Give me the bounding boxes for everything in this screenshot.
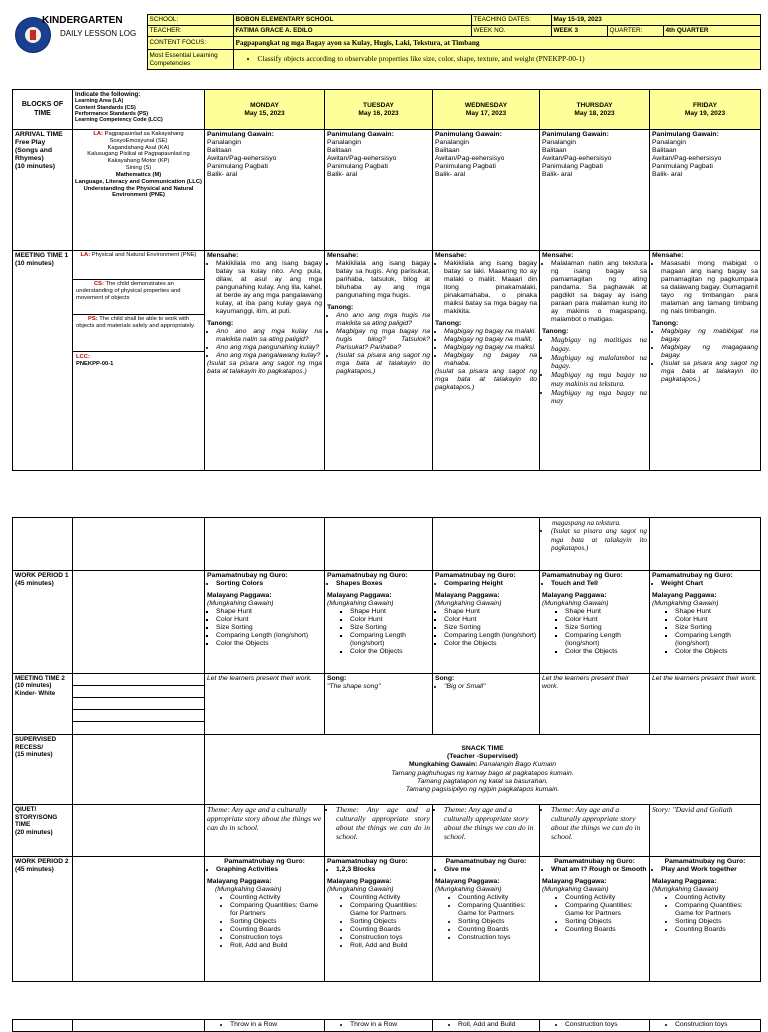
w2-tue-item1: • Counting Activity [350,894,430,902]
arrival-fri-title: Panimulang Gawain: [652,131,719,138]
w2-mon-item1: • Counting Activity [230,894,322,902]
m1-fri-mensahe: Mensahe: [652,252,684,259]
m2-friday: Let the learners present their work. [650,674,761,735]
w1-tue-guro: Pamamatnubay ng Guro: [327,572,408,579]
w1-tue-activity: • Shapes Boxes [336,580,430,588]
m2-wed-song: • "Big or Small" [444,683,537,691]
arrival-tue-2: Balitaan [327,147,352,155]
w1-thu-item2: ▪ Color Hunt [565,616,647,624]
meeting1-ps-label: PS: [88,316,98,322]
meeting1-cs-value: The child demonstrates an understanding of physical properties and movement of objects [76,281,181,301]
m1-thu-msg: • Malalaman natin ang tekstura ng isang bagay sa pamamagitan ng ating pandama. Sa paghawak at pagdikit sa bagay ay isang paraan para malaman kung ito ay makinis o magaspang, malambot o matigas. [551,260,647,324]
m1-fri-tanong: Tanong: [652,320,679,328]
content-focus-label: CONTENT FOCUS: [147,37,233,50]
w2-fri-item4: • Counting Boards [675,926,758,934]
meeting1-block-time: (10 minutes) [15,259,54,267]
m1-thu-q1: • Magbigay ng matitigas na bagay. [551,336,647,353]
quiet-block-title: QIUET/ STORY/SONG TIME [15,806,58,829]
w1-wed-malayang: Malayang Paggawa: [435,592,500,600]
arrival-wed-4: Panimulang Pagbati [435,163,496,171]
indicate-cs: Content Standards (CS) [75,104,136,111]
arrival-friday [650,130,761,251]
w1-tue-mungkahing: (Mungkahing Gawain) [327,600,394,608]
m2-monday: Let the learners present their work. [205,674,325,735]
m1-mon-msg: • Makikilala mo ang isang bagay batay sa kulay nito. Ang pula, dilaw, at asul ay ang mga pangunahing kulay. Ang lila, kahel, at berde ay ang mga pangalawang kulay, at iba pang kulay gaya ng kayumanggi, itim, at puti. [216,260,322,316]
arrival-mon-4: Panimulang Pagbati [207,163,268,171]
w1-fri-item1: ▪ Shape Hunt [675,608,758,616]
arrival-thu-4: Panimulang Pagbati [542,163,603,171]
arrival-mon-5: Balik- aral [207,171,238,179]
w2-fri-activity: • Play and Work together [661,866,758,874]
recess-block-time: (15 minutes) [15,751,53,759]
w1-fri-malayang: Malayang Paggawa: [652,592,717,600]
m1-wed-note: (Isulat sa pisara ang sagot ng mga bata at talakayin ito pagkatapos.) [435,368,537,392]
m1-fri-msg: • Masasabi mong mabigat o magaan ang isang bagay sa pamamagitan ng pagkumpara sa dalawang bagay. Gumagamit tayo ng timbangan para malaman ang tamang timbang ng nais timbangin. [661,260,758,316]
w1-mon-item2: ▪ Color Hunt [216,616,322,624]
w1-tue-malayang: Malayang Paggawa: [327,592,392,600]
w2-tue-activity: • 1,2,3 Blocks [336,866,430,874]
w2-wed-item5: • Construction toys [458,934,537,942]
w1-fri-item3: ▪ Size Sorting [675,624,758,632]
arrival-thu-title: Panimulang Gawain: [542,131,609,138]
w1-tue-item2: ▪ Color Hunt [350,616,430,624]
work2-block-title: WORK PERIOD 2 [15,858,69,865]
arrival-fri-4: Panimulang Pagbati [652,163,713,171]
page-2 [12,517,760,982]
w2-wed-guro: Pamamatnubay ng Guro: [445,858,527,865]
page-1 [12,14,760,474]
w2-mon-item5: • Construction toys [230,934,322,942]
p3-thu: • Construction toys [565,1021,647,1029]
teacher-label: TEACHER: [147,26,233,37]
w2-tue-guro: Pamamatnubay ng Guro: [327,858,408,865]
arrival-wed-2: Balitaan [435,147,460,155]
w2-mon-malayang: Malayang Paggawa: [207,878,272,886]
school-value: BOBON ELEMENTARY SCHOOL [233,15,471,26]
teaching-dates-value: May 15-19, 2023 [551,15,760,26]
melc-label: Most Essential Learning Competencies [147,50,233,70]
m1-thu-mensahe: Mensahe: [542,252,574,259]
w2-wed-item2: • Comparing Quantities: Game for Partners [458,902,537,918]
lesson-table-page3 [12,1019,761,1032]
m2-tue-song-label: Song: [327,675,347,682]
w2-fri-item1: • Counting Activity [675,894,758,902]
w1-thu-mungkahing: (Mungkahing Gawain) [542,600,609,608]
arrival-la-2: Kagandahang Asal (KA) [107,144,170,151]
arrival-monday [205,130,325,251]
arrival-wed-3: Awitan/Pag-eehersisyo [435,155,505,163]
w2-tue-item2: • Comparing Quantities: Game for Partners [350,902,430,918]
melc-value: • Classify objects according to observable properties like size, color, shape, texture, and weight (PNEKPP-00-1) [258,55,758,64]
meeting2-block-class: Kinder- White [15,689,56,697]
teacher-value: FATIMA GRACE A. EDILO [233,26,471,37]
w2-mon-item2: • Comparing Quantities: Game for Partners [230,902,322,918]
quarter-label: QUARTER: [607,26,663,37]
meeting1-block-title: MEETING TIME 1 [15,252,69,259]
m2-thursday: Let the learners present their work. [540,674,650,735]
w2-mon-guro: Pamamatnubay ng Guro: [224,858,305,865]
date-thursday: May 18, 2023 [574,109,615,117]
arrival-tue-4: Panimulang Pagbati [327,163,388,171]
w1-wed-guro: Pamamatnubay ng Guro: [435,572,516,579]
snack-title: SNACK TIME [461,745,504,753]
arrival-la-5: Mathematics (M) [115,171,162,178]
lesson-table-page2 [12,517,761,982]
p3-tue: • Throw in a Row [350,1021,430,1029]
w2-thu-malayang: Malayang Paggawa: [542,878,607,886]
p3-fri: • Construction toys [675,1021,758,1029]
m1-fri-q1: • Magbigay ng mabibigat na bagay. [661,328,758,344]
meeting1-lcc-label: LCC: [76,354,90,360]
quiet-tuesday: • Theme: Any age and a culturally appropriate story about the things we can do in school. [336,806,430,842]
w1-mon-item4: ▪ Comparing Length (long/short) [216,632,322,640]
arrival-la-7: Understanding the Physical and Natural Environment (PNE) [83,185,194,199]
m1-wed-q1: • Magbigay ng bagay na malaki. [444,328,537,336]
w1-tue-item4: ▪ Comparing Length (long/short) [350,632,430,648]
w2-wed-item1: • Counting Activity [458,894,537,902]
blocks-of-time-header: BLOCKS OF TIME [13,90,73,130]
w2-tue-item6: • Roll, Add and Build [350,942,430,950]
meeting1-la-label: LA: [80,252,91,258]
page-3 [12,1019,760,1028]
w1-fri-item4: ▪ Comparing Length (long/short) [675,632,758,648]
work2-block-time: (45 minutes) [15,865,54,873]
school-label: SCHOOL: [147,15,233,26]
w2-thu-item1: • Counting Activity [565,894,647,902]
w1-tue-item3: ▪ Size Sorting [350,624,430,632]
arrival-thu-5: Balik- aral [542,171,573,179]
w2-tue-item3: • Sorting Objects [350,918,430,926]
m1-fri-q3: • (Isulat sa pisara ang sagot ng mga bata at talakayin ito pagkatapos.) [661,360,758,384]
thu-cont-1: magaspang na tekstura. [552,519,621,527]
m1-thu-q4: • Magbigay ng mga bagay na may [551,389,647,406]
quiet-monday: Theme: Any age and a culturally appropriate story about the things we can do in school. [205,805,325,857]
arrival-la-label: LA: [93,131,104,137]
m1-wed-tanong: Tanong: [435,320,462,328]
w1-thu-item4: ▪ Comparing Length (long/short) [565,632,647,648]
arrival-wednesday [433,130,540,251]
arrival-tue-1: Panalangin [327,139,362,147]
w2-thu-item2: • Comparing Quantities: Game for Partners [565,902,647,918]
quiet-thursday: • Theme: Any age and a culturally appropriate story about the things we can do in school. [551,806,647,842]
date-monday: May 15, 2023 [244,109,285,117]
snack-mungkahing-label: Mungkahing Gawain: [409,761,478,769]
w1-wed-item1: ▪ Shape Hunt [444,608,537,616]
date-friday: May 19, 2023 [684,109,726,117]
m1-tue-q3: • (Isulat sa pisara ang sagot ng mga bata at talakayin ito pagkatapos.) [336,352,430,376]
arrival-tue-5: Balik- aral [327,171,358,179]
w2-wed-activity: • Give me [444,866,537,874]
meeting1-ps-value: The child shall be able to work with objects and materials safely and appropriately. [76,316,196,329]
p3-wed: • Roll, Add and Build [458,1021,537,1029]
work1-block-time: (45 minutes) [15,579,54,587]
arrival-block-time: (10 minutes) [15,163,56,171]
m1-tue-q2: • Magbigay ng mga bagay na hugis bilog? Tatsulok? Parisukat? Parihaba? [336,328,430,352]
arrival-wed-5: Balik- aral [435,171,466,179]
arrival-block-title: ARRIVAL TIME [15,131,63,138]
arrival-la-1: Pagpapaunlad sa Kakayahang SosyoEmosyunal (SE) [104,131,184,144]
date-wednesday: May 17, 2023 [465,109,507,117]
w2-tue-item4: • Counting Boards [350,926,430,934]
w2-mon-item4: • Counting Boards [230,926,322,934]
m1-tue-q1: • Ano ano ang mga hugis na makikita sa ating paligid? [336,312,430,328]
w2-fri-mungkahing: (Mungkahing Gawain) [652,886,719,894]
m1-wed-msg: • Makikilala ang isang bagay batay sa laki. Maaaring ito ay malaki o maliit. Maaari din itong pinakamalaki, pinakamahaba, o pinaka maiksi batay sa mga bagay na makikita. [444,260,537,316]
meeting2-block-title: MEETING TIME 2 [15,675,65,682]
w1-mon-guro: Pamamatnubay ng Guro: [207,572,288,579]
w1-wed-activity: • Comparing Height [444,580,537,588]
arrival-fri-3: Awitan/Pag-eehersisyo [652,155,722,163]
quarter-value: 4th QUARTER [663,26,760,37]
w2-wed-mungkahing: (Mungkahing Gawain) [435,886,502,894]
arrival-mon-title: Panimulang Gawain: [207,131,274,138]
arrival-mon-2: Balitaan [207,147,232,155]
w1-mon-mungkahing: (Mungkahing Gawain) [207,600,274,608]
w1-thu-malayang: Malayang Paggawa: [542,592,607,600]
day-monday: MONDAY [250,101,279,109]
w1-thu-item3: ▪ Size Sorting [565,624,647,632]
arrival-thu-2: Balitaan [542,147,567,155]
day-wednesday: WEDNESDAY [464,101,508,109]
w1-fri-guro: Pamamatnubay ng Guro: [652,572,733,579]
w2-thu-activity: • What am I? Rough or Smooth [551,866,647,874]
w1-thu-item5: ▪ Color the Objects [565,648,647,656]
p3-mon: • Throw in a Row [230,1021,322,1029]
w1-mon-item1: ▪ Shape Hunt [216,608,322,616]
day-tuesday: TUESDAY [363,101,394,109]
w2-fri-guro: Pamamatnubay ng Guro: [664,858,746,865]
w2-tue-malayang: Malayang Paggawa: [327,878,392,886]
content-focus-value: Pagpapangkat ng mga Bagay ayon sa Kulay, Hugis, Laki, Tekstura, at Timbang [233,37,760,50]
indicate-title: Indicate the following: [75,91,141,98]
w2-tue-item5: • Construction toys [350,934,430,942]
m1-wed-mensahe: Mensahe: [435,252,467,259]
arrival-mon-1: Panalangin [207,139,242,147]
w1-tue-item1: ▪ Shape Hunt [350,608,430,616]
w1-wed-item2: ▪ Color Hunt [444,616,537,624]
indicate-lcc: Learning Competency Code (LCC) [75,117,163,124]
w2-wed-item3: • Sorting Objects [458,918,537,926]
w1-wed-item4: ▪ Comparing Length (long/short) [444,632,537,640]
m1-thu-tanong: Tanong: [542,328,569,336]
w1-tue-item5: ▪ Color the Objects [350,648,430,656]
day-thursday: THURSDAY [576,101,613,109]
w2-mon-mungkahing: (Mungkahing Gawain) [215,886,282,894]
w2-mon-item6: • Roll, Add and Build [230,942,322,950]
w1-fri-mungkahing: (Mungkahing Gawain) [652,600,719,608]
arrival-la-6: Language, Literacy and Communication (LLC) [75,178,202,185]
header-table [12,14,761,70]
w1-wed-mungkahing: (Mungkahing Gawain) [435,600,502,608]
meeting1-cs-label: CS: [94,281,104,287]
indicate-ps: Performance Standards (PS) [75,111,149,118]
w2-fri-item2: • Comparing Quantities: Game for Partners [675,902,758,918]
m1-wed-q2: • Magbigay ng bagay na maliit. [444,336,537,344]
w1-mon-item3: ▪ Size Sorting [216,624,322,632]
day-friday: FRIDAY [693,101,717,109]
w2-mon-activity: • Graphing Activities [216,866,322,874]
m1-mon-note: (Isulat sa pisara ang sagot ng mga bata at talakayin ito pagkatapos.) [207,360,322,376]
m2-tue-song: "The shape song" [327,683,381,691]
w1-fri-item2: ▪ Color Hunt [675,616,758,624]
arrival-la-3: Kalusugang Pisikal at Pagpapaunlad ng Kakayahang Motor (KP) [87,151,190,165]
w1-mon-activity: • Sorting Colors [216,580,322,588]
w2-wed-malayang: Malayang Paggawa: [435,878,500,886]
arrival-thu-3: Awitan/Pag-eehersisyo [542,155,612,163]
arrival-fri-1: Panalangin [652,139,687,147]
w2-thu-item3: • Sorting Objects [565,918,647,926]
work1-block-title: WORK PERIOD 1 [15,572,69,579]
m1-mon-q1: • Ano ano ang mga kulay na makikita natin sa ating paligid? [216,328,322,344]
w2-mon-item3: • Sorting Objects [230,918,322,926]
lesson-table-page1 [12,89,761,471]
quiet-wednesday: • Theme: Any age and a culturally appropriate story about the things we can do in school. [444,806,537,842]
quiet-block-time: (20 minutes) [15,828,53,836]
w1-thu-item1: ▪ Shape Hunt [565,608,647,616]
recess-block-title: SUPERVISED RECESS/ [15,736,57,751]
indicate-la: Learning Area (LA) [75,98,124,105]
m1-wed-q4: • Magbigay ng bagay na mahaba. [444,352,537,368]
arrival-wed-1: Panalangin [435,139,470,147]
arrival-tuesday [325,130,433,251]
week-value: WEEK 3 [551,26,607,37]
arrival-tue-title: Panimulang Gawain: [327,131,394,138]
m1-wed-q3: • Magbigay ng bagay na maiksi. [444,344,537,352]
snack-line2: Tamang pagtatapon ng kalat sa basurahan. [417,777,548,785]
w1-wed-item3: ▪ Size Sorting [444,624,537,632]
thu-cont-2: • (Isulat sa pisara ang sagot ng mga bata at talakayin ito pagkatapos.) [551,527,647,552]
snack-sub: (Teacher -Supervised) [447,753,518,761]
arrival-block-sub: Free Play (Songs and Rhymes) [15,139,53,163]
m1-tue-msg: • Makikilala ang isang bagay batay sa hugis. Ang parisukat, parihaba, tatsulok, bilog at biluhaba ay ang mga pangunahing mga hugis. [336,260,430,300]
date-tuesday: May 16, 2023 [358,109,399,117]
snack-line3: Tamang pagsisipilyo ng ngipin pagkatapos kumain. [405,785,560,793]
w1-thu-guro: Pamamatnubay ng Guro: [542,572,623,579]
w2-thu-item4: • Counting Boards [565,926,647,934]
m1-mon-q3: • Ano ang mga pangalawang kulay? [216,352,322,360]
meeting1-lcc-value: PNEKPP-00-1 [76,360,114,367]
arrival-mon-3: Awitan/Pag-eehersisyo [207,155,277,163]
week-label: WEEK NO. [471,26,551,37]
quiet-friday: Story: "David and Goliath [650,805,761,857]
w2-fri-item3: • Sorting Objects [675,918,758,926]
m1-mon-q2: • Ano ang mga pangunahing kulay? [216,344,322,352]
w1-fri-activity: • Weight Chart [661,580,758,588]
w1-thu-activity: • Touch and Tell [551,580,647,588]
w2-fri-malayang: Malayang Paggawa: [652,878,717,886]
meeting1-la-value: Physical and Natural Environment (PNE) [91,252,197,258]
w1-wed-item5: ▪ Color the Objects [444,640,537,648]
w1-mon-malayang: Malayang Paggawa: [207,592,272,600]
arrival-la-4: Sining (S) [125,165,152,172]
arrival-tue-3: Awitan/Pag-eehersisyo [327,155,397,163]
w2-tue-mungkahing: (Mungkahing Gawain) [327,886,394,894]
kindergarten-title: KINDERGARTEN [42,14,123,26]
w2-thu-mungkahing: (Mungkahing Gawain) [542,886,609,894]
arrival-wed-title: Panimulang Gawain: [435,131,502,138]
w2-thu-guro: Pamamatnubay ng Guro: [554,858,635,865]
m1-fri-q2: • Magbigay ng magagaang bagay. [661,344,758,360]
arrival-thu-1: Panalangin [542,139,577,147]
snack-mungkahing-value: Panalangin Bago Kumain [479,761,556,769]
m1-mon-tanong: Tanong: [207,320,234,328]
teaching-dates-label: TEACHING DATES: [471,15,551,26]
arrival-fri-2: Balitaan [652,147,677,155]
w1-fri-item5: ▪ Color the Objects [675,648,758,656]
arrival-fri-5: Balik- aral [652,171,683,179]
m1-tue-tanong: Tanong: [327,304,354,312]
w2-wed-item4: • Counting Boards [458,926,537,934]
dll-title: DAILY LESSON LOG [60,28,137,38]
m1-thu-q2: • Magbigay ng malalambot na bagay. [551,354,647,371]
m1-mon-mensahe: Mensahe: [207,252,239,259]
snack-line1: Tamang paghuhugas ng kamay bago at pagkatapos kumain. [391,769,574,777]
m1-tue-mensahe: Mensahe: [327,252,359,259]
meeting2-block-time: (10 minutes) [15,682,52,690]
w1-mon-item5: ▪ Color the Objects [216,640,322,648]
arrival-thursday [540,130,650,251]
m2-wed-song-label: Song: [435,675,455,682]
m1-thu-q3: • Magbigay ng mga bagay na may makinis na tekstura. [551,371,647,388]
